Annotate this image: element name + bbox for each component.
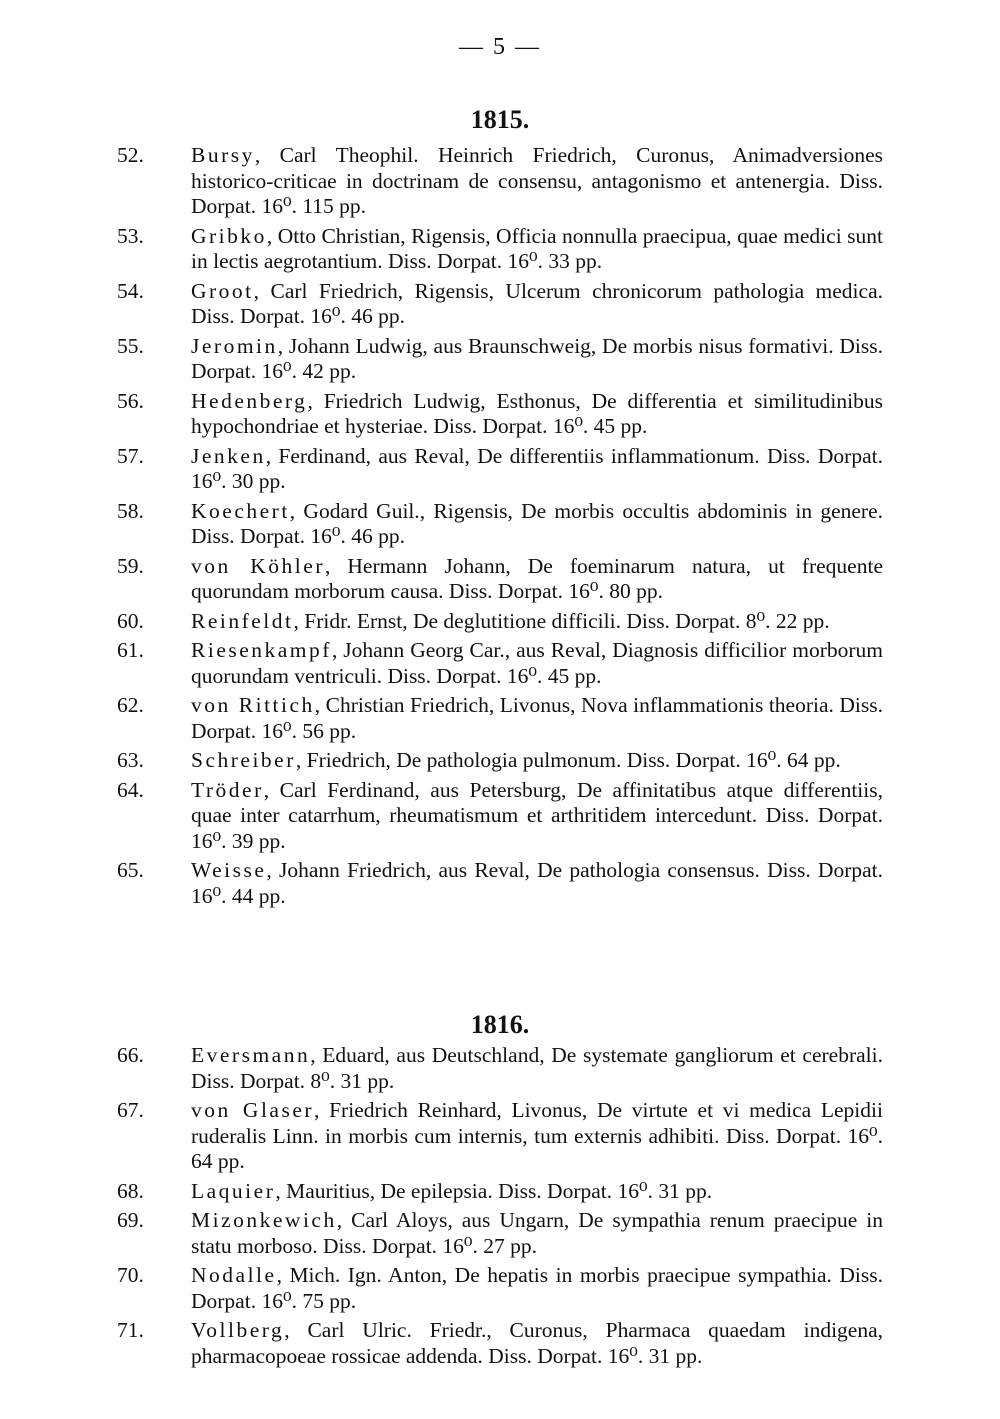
- entry-number: 68.: [117, 1178, 144, 1203]
- entry-author: Riesenkampf: [191, 638, 332, 662]
- entry-text: , Friedrich, De pathologia pulmonum. Diss. Dorpat. 16⁰. 64 pp.: [295, 748, 841, 772]
- bibliography-entry: [117, 444, 883, 495]
- entry-number: 66.: [117, 1043, 144, 1067]
- entry-author: Weisse: [191, 858, 267, 882]
- bibliography-entry: [117, 609, 883, 635]
- entry-number: 65.: [117, 858, 144, 882]
- entry-number: 60.: [117, 608, 144, 633]
- bibliography-entry: [117, 1179, 883, 1205]
- entry-number: 70.: [117, 1263, 144, 1287]
- entry-author: Gribko: [191, 223, 267, 248]
- entry-number: 55.: [117, 333, 144, 358]
- entry-number: 69.: [117, 1208, 144, 1232]
- bibliography-entry: [117, 499, 883, 550]
- entry-text: , Eduard, aus Deutschland, De systemate gangliorum et cerebrali. Diss. Dorpat. 8⁰. 31 pp.: [191, 1043, 883, 1093]
- year-heading-1815: 1815.: [470, 105, 530, 134]
- entry-number: 59.: [117, 553, 144, 578]
- entry-text: , Hermann Johann, De foeminarum natura, ut frequente quorundam morborum causa. Diss. Dorpat. 16⁰. 80 pp.: [191, 553, 883, 603]
- bibliography-entry: [117, 638, 883, 689]
- entry-author: Nodalle: [191, 1263, 277, 1287]
- entry-number: 64.: [117, 777, 144, 802]
- entry-number: 61.: [117, 638, 144, 662]
- bibliography-entry: [117, 224, 883, 275]
- entry-text: , Christian Friedrich, Livonus, Nova inflammationis theoria. Diss. Dorpat. 16⁰. 56 pp.: [191, 693, 883, 743]
- entry-author: von Köhler: [191, 553, 325, 578]
- bibliography-entry: [117, 143, 883, 220]
- entry-text: , Mauritius, De epilepsia. Diss. Dorpat. 16⁰. 31 pp.: [275, 1178, 713, 1203]
- entry-author: Schreiber: [191, 748, 296, 772]
- entry-text: , Johann Ludwig, aus Braunschweig, De morbis nisus formativi. Diss. Dorpat. 16⁰. 42 pp.: [191, 333, 883, 383]
- entry-text: , Carl Ferdinand, aus Petersburg, De affinitatibus atque differentiis, quae inter catarrhum, rheumatismum et arthritidem intercedunt. Diss. Dorpat. 16⁰. 39 pp.: [191, 777, 883, 853]
- entry-author: Vollberg: [191, 1318, 285, 1342]
- entry-author: von Rittich: [191, 693, 315, 717]
- bibliography-entry: [117, 1318, 883, 1369]
- entry-number: 52.: [117, 143, 144, 167]
- entry-text: , Carl Friedrich, Rigensis, Ulcerum chronicorum pathologia medica. Diss. Dorpat. 16⁰. 46 pp.: [191, 278, 883, 328]
- bibliography-entry: [117, 279, 883, 330]
- entry-text: , Ferdinand, aus Reval, De differentiis inflammationum. Diss. Dorpat. 16⁰. 30 pp.: [191, 443, 883, 493]
- entry-author: Bursy: [191, 143, 255, 167]
- entry-text: , Friedrich Reinhard, Livonus, De virtute et vi medica Lepidii ruderalis Linn. in morbis cum internis, tum externis adhibiti. Diss. Dorpat. 16⁰. 64 pp.: [191, 1098, 883, 1173]
- bibliography-entry: [117, 1043, 883, 1094]
- entry-number: 58.: [117, 498, 144, 523]
- entry-number: 71.: [117, 1318, 144, 1342]
- entry-number: 63.: [117, 748, 144, 772]
- bibliography-entry: [117, 1263, 883, 1314]
- entry-text: , Fridr. Ernst, De deglutitione difficili. Diss. Dorpat. 8⁰. 22 pp.: [293, 608, 830, 633]
- entry-text: , Carl Ulric. Friedr., Curonus, Pharmaca quaedam indigena, pharmacopoeae rossicae addenda. Diss. Dorpat. 16⁰. 31 pp.: [191, 1318, 883, 1368]
- bibliography-entry: [117, 693, 883, 744]
- bibliography-entry: [117, 1098, 883, 1175]
- entry-author: Jenken: [191, 443, 266, 468]
- entry-number: 57.: [117, 443, 144, 468]
- entry-text: , Otto Christian, Rigensis, Officia nonnulla praecipua, quae medici sunt in lectis aegrotantium. Diss. Dorpat. 16⁰. 33 pp.: [191, 223, 883, 273]
- bibliography-entry: [117, 554, 883, 605]
- entry-text: , Carl Theophil. Heinrich Friedrich, Curonus, Animadversiones historico-criticae in doctrinam de consensu, antagonismo et antenergia. Diss. Dorpat. 16⁰. 115 pp.: [191, 143, 883, 218]
- page-number: — 5 —: [459, 34, 541, 60]
- entry-author: Reinfeldt: [191, 608, 294, 633]
- bibliography-entry: [117, 748, 883, 774]
- entry-author: Koechert: [191, 498, 290, 523]
- entry-author: Groot: [191, 278, 254, 303]
- entry-author: Laquier: [191, 1178, 276, 1203]
- entry-text: , Johann Friedrich, aus Reval, De pathologia consensus. Diss. Dorpat. 16⁰. 44 pp.: [191, 858, 883, 908]
- entry-author: Hedenberg: [191, 388, 308, 413]
- entry-number: 54.: [117, 278, 144, 303]
- entry-author: von Glaser: [191, 1098, 315, 1122]
- bibliography-entry: [117, 389, 883, 440]
- entry-text: , Johann Georg Car., aus Reval, Diagnosis difficilior morborum quorundam ventriculi. Diss. Dorpat. 16⁰. 45 pp.: [191, 638, 883, 688]
- entry-list-1815: [117, 143, 883, 913]
- entry-author: Tröder: [191, 777, 264, 802]
- entry-text: , Friedrich Ludwig, Esthonus, De differentia et similitudinibus hypochondriae et hysteriae. Diss. Dorpat. 16⁰. 45 pp.: [191, 388, 883, 438]
- entry-number: 53.: [117, 223, 144, 248]
- entry-text: , Mich. Ign. Anton, De hepatis in morbis praecipue sympathia. Diss. Dorpat. 16⁰. 75 pp.: [191, 1263, 883, 1313]
- entry-text: , Godard Guil., Rigensis, De morbis occultis abdominis in genere. Diss. Dorpat. 16⁰. 46 pp.: [191, 498, 883, 548]
- year-heading-1816: 1816.: [470, 1010, 530, 1039]
- entry-number: 62.: [117, 693, 144, 717]
- entry-number: 67.: [117, 1098, 144, 1122]
- bibliography-entry: [117, 1208, 883, 1259]
- entry-author: Mizonkewich: [191, 1208, 337, 1232]
- entry-list-1816: [117, 1043, 883, 1373]
- entry-text: , Carl Aloys, aus Ungarn, De sympathia renum praecipue in statu morboso. Diss. Dorpat. 16⁰. 27 pp.: [191, 1208, 883, 1258]
- entry-number: 56.: [117, 388, 144, 413]
- entry-author: Eversmann: [191, 1043, 311, 1067]
- bibliography-entry: [117, 334, 883, 385]
- bibliography-entry: [117, 858, 883, 909]
- entry-author: Jeromin: [191, 333, 278, 358]
- bibliography-entry: [117, 778, 883, 855]
